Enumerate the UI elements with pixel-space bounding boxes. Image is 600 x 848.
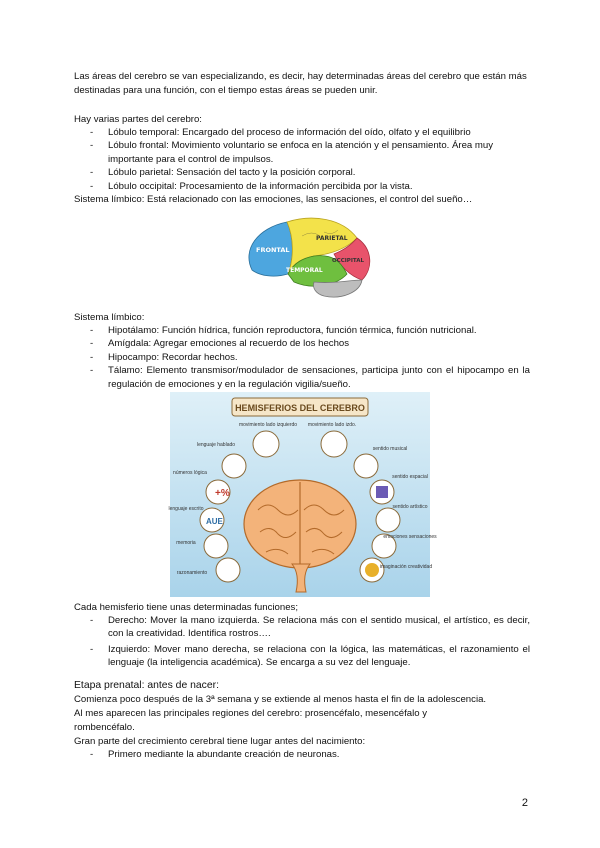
hemispheres-intro: Cada hemisferio tiene unas determinadas funciones; <box>74 602 298 613</box>
list-item: - Lóbulo occipital: Procesamiento de la información percibida por la vista. <box>74 180 530 193</box>
list-item: - Amígdala: Agregar emociones al recuerdo de los hechos <box>74 337 530 350</box>
limbic-heading: Sistema límbico: <box>74 312 145 323</box>
intro-paragraph: Las áreas del cerebro se van especializando, es decir, hay determinadas áreas del cerebro que están más destinadas para una función, con el tiempo estas áreas se pueden unir. <box>74 71 527 96</box>
list-item: - Hipotálamo: Función hídrica, función reproductora, función térmica, función nutricional. <box>74 324 530 337</box>
right-label: movimiento lado izdo. <box>307 422 357 428</box>
limbic-intro: Sistema límbico: Está relacionado con las emociones, las sensaciones, el control del sueño… <box>74 194 473 205</box>
frontal-label: FRONTAL <box>256 246 290 254</box>
hemispheres-list <box>74 614 530 669</box>
right-label: imaginación creatividad <box>379 564 433 570</box>
left-label: lenguaje escrito <box>168 506 204 512</box>
right-label: sentido musical <box>372 446 408 452</box>
occipital-label: OCCIPITAL <box>332 258 364 264</box>
list-item: - Lóbulo frontal: Movimiento voluntario se enfoca en la atención y el pensamiento. Área muy importante para el control de impulsos. <box>74 139 530 166</box>
prenatal-line: Al mes aparecen las principales regiones del cerebro: prosencéfalo, mesencéfalo y rombencéfalo. <box>74 708 428 733</box>
parts-heading: Hay varias partes del cerebro: <box>74 114 202 125</box>
page-number: 2 <box>521 797 528 809</box>
list-item: - Derecho: Mover la mano izquierda. Se relaciona más con el sentido musical, el artístico, es decir, con la creatividad. Identifica rostros…. <box>74 614 530 640</box>
left-label: movimiento lado izquierdo <box>238 422 298 428</box>
list-item: - Lóbulo temporal: Encargado del proceso de información del oído, olfato y el equilibrio <box>74 126 530 139</box>
hemispheres-title: HEMISFERIOS DEL CEREBRO <box>235 403 365 413</box>
brain-lobes-figure <box>232 210 382 302</box>
parts-list <box>74 126 530 193</box>
left-label: números lógica <box>173 470 207 476</box>
prenatal-line: Gran parte del crecimiento cerebral tiene lugar antes del nacimiento: <box>74 736 366 747</box>
list-item: - Lóbulo parietal: Sensación del tacto y la posición corporal. <box>74 166 530 179</box>
left-label: razonamiento <box>176 570 208 576</box>
temporal-label: TEMPORAL <box>286 267 323 274</box>
svg-text:+%: +% <box>215 488 230 499</box>
left-label: memoria <box>176 540 196 546</box>
right-label: sentido artístico <box>392 504 428 510</box>
left-label: lenguaje hablado <box>196 442 236 448</box>
prenatal-line: Comienza poco después de la 3ª semana y se extiende al menos hasta el fin de la adolescencia. <box>74 694 487 705</box>
svg-text:AUE: AUE <box>206 517 223 526</box>
prenatal-list <box>74 748 530 761</box>
list-item: - Tálamo: Elemento transmisor/modulador de sensaciones, participa junto con el hipocampo en la regulación de emociones y en la regulación vigilia/sueño. <box>74 364 530 391</box>
prenatal-heading: Etapa prenatal: antes de nacer: <box>74 680 219 691</box>
list-item: - Izquierdo: Mover mano derecha, se relaciona con la lógica, las matemáticas, el razonamiento el lenguaje (la inteligencia académica). Se encarga a su vez del lenguaje. <box>74 643 530 669</box>
right-label: emociones sensaciones <box>383 534 437 540</box>
list-item: - Hipocampo: Recordar hechos. <box>74 351 530 364</box>
hemispheres-figure <box>168 392 437 597</box>
list-item: - Primero mediante la abundante creación de neuronas. <box>74 748 530 761</box>
parietal-label: PARIETAL <box>316 235 348 242</box>
right-label: sentido espacial <box>392 474 428 480</box>
limbic-list <box>74 324 530 391</box>
